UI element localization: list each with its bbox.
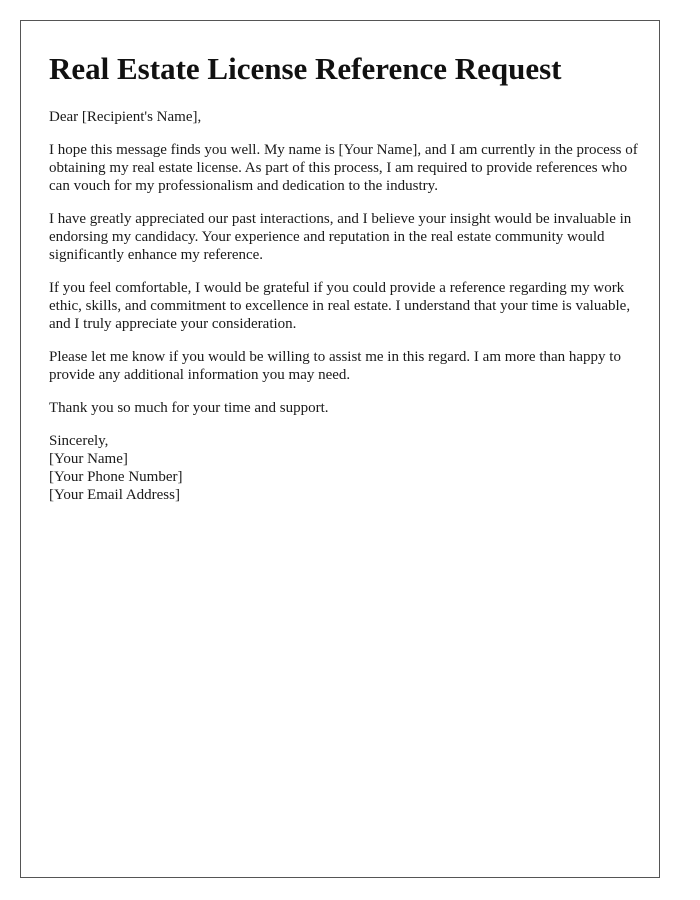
letter-title: Real Estate License Reference Request (49, 51, 562, 86)
body-paragraph-intro: I hope this message finds you well. My name is [Your Name], and I am currently in the process of obtaining my real estate license. As part of this process, I am required to provide references who can vouch for my professionalism and dedication to the industry. (49, 142, 638, 194)
signature-block (49, 432, 639, 504)
body-paragraph-followup: Please let me know if you would be willing to assist me in this regard. I am more than happy to provide any additional information you may need. (49, 349, 621, 383)
letter-page (20, 20, 660, 878)
closing: Sincerely, (49, 433, 109, 449)
signature-name: [Your Name] (49, 451, 128, 467)
body-paragraph-thanks: Thank you so much for your time and support. (49, 400, 329, 416)
signature-phone: [Your Phone Number] (49, 469, 183, 485)
body-paragraph-appreciation: I have greatly appreciated our past interactions, and I believe your insight would be invaluable in endorsing my candidacy. Your experience and reputation in the real estate community would significantly enhance my reference. (49, 211, 632, 263)
salutation: Dear [Recipient's Name], (49, 109, 202, 125)
letter-content (49, 51, 639, 519)
body-paragraph-request: If you feel comfortable, I would be grateful if you could provide a reference regarding my work ethic, skills, and commitment to excellence in real estate. I understand that your time is valuable, and I truly appreciate your consideration. (49, 280, 631, 332)
signature-email: [Your Email Address] (49, 487, 180, 503)
